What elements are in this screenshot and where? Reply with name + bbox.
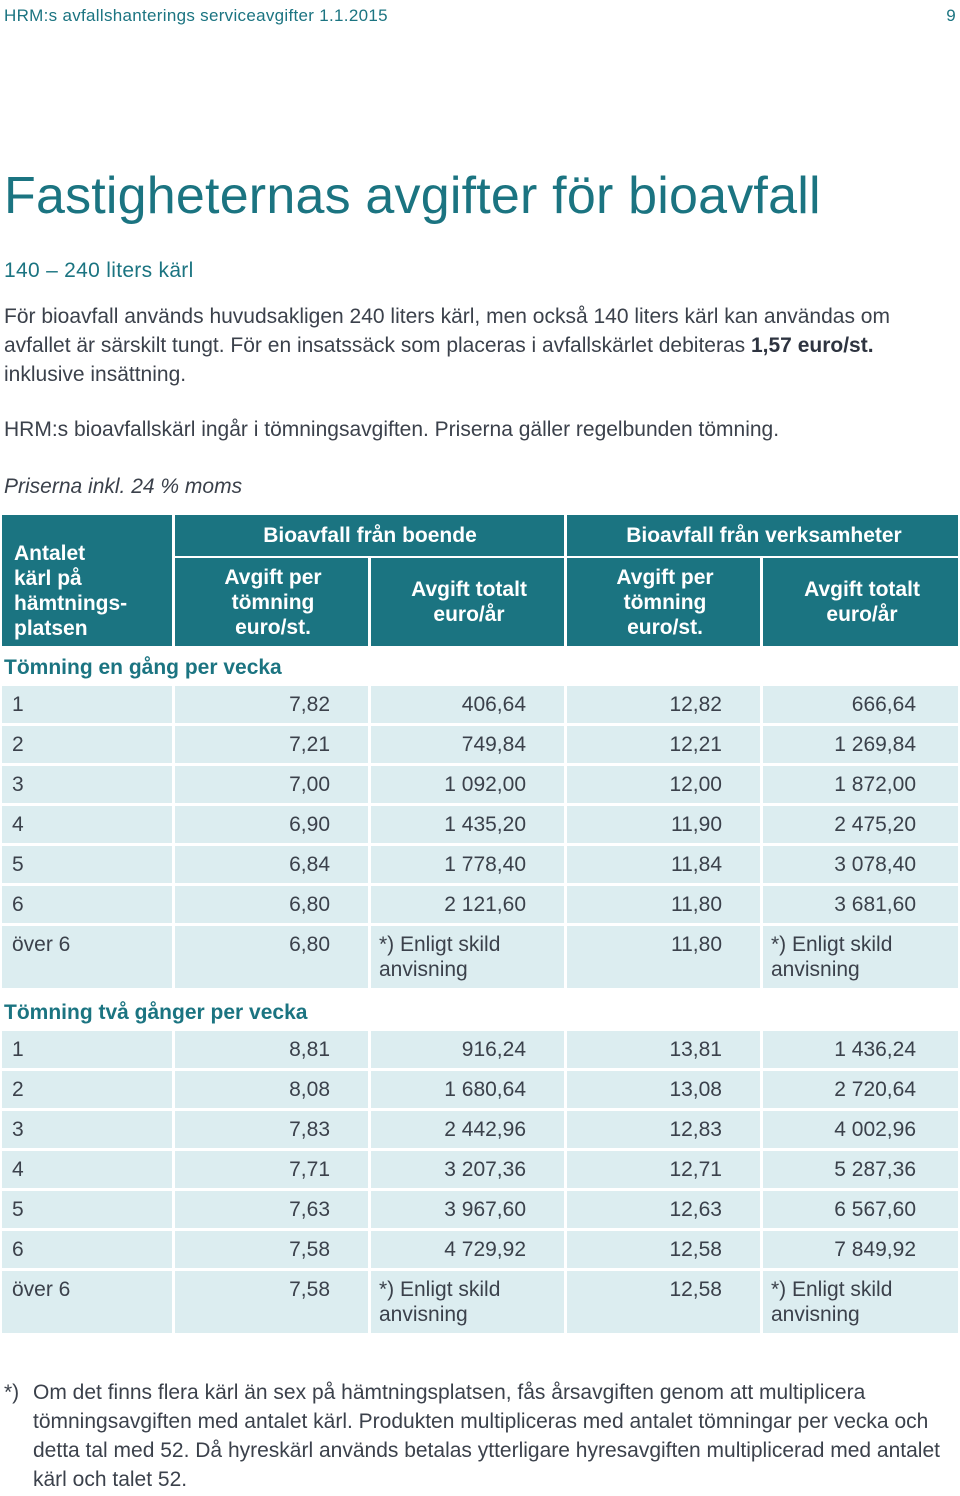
- table-cell: *) Enligt skild anvisning: [368, 926, 564, 988]
- table-cell: 11,90: [564, 806, 760, 843]
- table-cell: 1 269,84: [760, 726, 958, 763]
- section-subtitle: 140 – 240 liters kärl: [4, 259, 194, 282]
- table-cell: 8,81: [172, 1031, 368, 1068]
- table-cell: 7,00: [172, 766, 368, 803]
- table-cell: 7,82: [172, 686, 368, 723]
- table-cell: 12,58: [564, 1271, 760, 1333]
- table-header: [2, 515, 958, 646]
- table-cell: 7,58: [172, 1271, 368, 1333]
- table-cell: *) Enligt skild anvisning: [760, 926, 958, 988]
- table-cell: 4 729,92: [368, 1231, 564, 1268]
- table-row: [2, 886, 958, 926]
- bin-note: HRM:s bioavfallskärl ingår i tömningsavgiften. Priserna gäller regelbunden tömning.: [4, 418, 780, 441]
- table-cell: 2 442,96: [368, 1111, 564, 1148]
- table-cell: 7,83: [172, 1111, 368, 1148]
- table-cell: 6,84: [172, 846, 368, 883]
- table-cell: 12,21: [564, 726, 760, 763]
- table-row: [2, 766, 958, 806]
- table-cell: 11,80: [564, 886, 760, 923]
- page-number: 9: [946, 6, 956, 25]
- section-twice-weekly: Tömning två gånger per vecka: [4, 1001, 308, 1024]
- table-cell: 12,83: [564, 1111, 760, 1148]
- table-cell: 7,71: [172, 1151, 368, 1188]
- table-cell: 11,80: [564, 926, 760, 988]
- table-cell: över 6: [12, 933, 71, 956]
- table-cell: 1 435,20: [368, 806, 564, 843]
- table-cell: 7,63: [172, 1191, 368, 1228]
- table-cell: 3 681,60: [760, 886, 958, 923]
- header-fee-total: Avgift totalt euro/år: [368, 558, 567, 646]
- table-cell: 1 092,00: [368, 766, 564, 803]
- header-fee-total-business: Avgift totalt euro/år: [760, 558, 960, 646]
- table-cell: 6 567,60: [760, 1191, 958, 1228]
- table-cell: 4: [12, 1158, 24, 1181]
- table-cell: 406,64: [368, 686, 564, 723]
- table-row: [2, 1071, 958, 1111]
- table-row: [2, 926, 958, 991]
- table-cell: 12,82: [564, 686, 760, 723]
- table-cell: 6: [12, 893, 24, 916]
- rows-twice-weekly: [2, 1031, 958, 1336]
- table-cell: 6,90: [172, 806, 368, 843]
- table-row: [2, 1271, 958, 1336]
- table-row: [2, 1031, 958, 1071]
- table-cell: 6,80: [172, 926, 368, 988]
- table-cell: *) Enligt skild anvisning: [760, 1271, 958, 1333]
- table-cell: 3 078,40: [760, 846, 958, 883]
- table-cell: 3: [12, 1118, 24, 1141]
- table-row: [2, 686, 958, 726]
- table-row: [2, 806, 958, 846]
- table-cell: 5: [12, 853, 24, 876]
- price-table: [2, 515, 958, 1336]
- table-cell: 12,58: [564, 1231, 760, 1268]
- table-row: [2, 1151, 958, 1191]
- table-cell: 5 287,36: [760, 1151, 958, 1188]
- table-cell: 6,80: [172, 886, 368, 923]
- section-once-weekly: Tömning en gång per vecka: [4, 656, 282, 679]
- table-row: [2, 1191, 958, 1231]
- vat-note: Priserna inkl. 24 % moms: [4, 475, 243, 498]
- table-cell: 1: [12, 1038, 24, 1061]
- table-cell: 1 680,64: [368, 1071, 564, 1108]
- table-cell: 8,08: [172, 1071, 368, 1108]
- rows-once-weekly: [2, 686, 958, 991]
- footnote: [4, 1378, 944, 1494]
- header-group-business: Bioavfall från verksamheter: [564, 515, 960, 558]
- table-cell: 2 720,64: [760, 1071, 958, 1108]
- table-row: [2, 726, 958, 766]
- intro-paragraph: [4, 302, 944, 389]
- table-cell: 12,00: [564, 766, 760, 803]
- table-cell: 1 436,24: [760, 1031, 958, 1068]
- table-cell: 916,24: [368, 1031, 564, 1068]
- table-cell: över 6: [12, 1278, 71, 1301]
- table-cell: 7,58: [172, 1231, 368, 1268]
- table-cell: 1 778,40: [368, 846, 564, 883]
- table-cell: 2: [12, 733, 24, 756]
- document-title: HRM:s avfallshanterings serviceavgifter 1.1.2015: [4, 6, 388, 25]
- table-cell: 4 002,96: [760, 1111, 958, 1148]
- table-cell: 11,84: [564, 846, 760, 883]
- intro-text-1: För bioavfall används huvudsakligen 240 liters kärl, men också 140 liters kärl kan användas om avfallet är särskilt tungt. För en insatssäck som placeras i avfallskärlet debiteras: [4, 305, 890, 357]
- table-row: [2, 1231, 958, 1271]
- header-count-column: Antalet kärl på hämtnings- platsen: [14, 542, 128, 640]
- table-cell: 7,21: [172, 726, 368, 763]
- table-cell: 12,71: [564, 1151, 760, 1188]
- header-group-residential: Bioavfall från boende: [172, 515, 565, 558]
- running-header: [4, 6, 956, 26]
- table-cell: 2 475,20: [760, 806, 958, 843]
- footnote-text: Om det finns flera kärl än sex på hämtningsplatsen, fås årsavgiften genom att multiplicera tömningsavgiften med antalet kärl. Produkten multipliceras med antalet tömningar per vecka och detta tal med 52. Då hyreskärl används betalas ytterligare hyresavgiften multiplicerad med antalet kärl och talet 52.: [33, 1381, 940, 1491]
- sack-price: 1,57 euro/st.: [750, 334, 874, 357]
- table-row: [2, 1111, 958, 1151]
- table-cell: 3: [12, 773, 24, 796]
- table-cell: 12,63: [564, 1191, 760, 1228]
- table-cell: 13,08: [564, 1071, 760, 1108]
- table-cell: 1 872,00: [760, 766, 958, 803]
- header-fee-per-emptying-business: Avgift per tömning euro/st.: [564, 558, 763, 646]
- table-cell: 4: [12, 813, 24, 836]
- table-cell: 3 207,36: [368, 1151, 564, 1188]
- table-row: [2, 846, 958, 886]
- table-cell: 5: [12, 1198, 24, 1221]
- table-cell: 6: [12, 1238, 24, 1261]
- table-cell: 7 849,92: [760, 1231, 958, 1268]
- table-cell: 749,84: [368, 726, 564, 763]
- footnote-mark: *): [4, 1381, 20, 1404]
- page-title: Fastigheternas avgifter för bioavfall: [4, 167, 821, 225]
- table-cell: *) Enligt skild anvisning: [368, 1271, 564, 1333]
- table-cell: 13,81: [564, 1031, 760, 1068]
- table-cell: 666,64: [760, 686, 958, 723]
- table-cell: 2 121,60: [368, 886, 564, 923]
- table-cell: 3 967,60: [368, 1191, 564, 1228]
- table-cell: 2: [12, 1078, 24, 1101]
- intro-text-2: inklusive insättning.: [4, 363, 187, 386]
- header-fee-per-emptying: Avgift per tömning euro/st.: [172, 558, 371, 646]
- table-cell: 1: [12, 693, 24, 716]
